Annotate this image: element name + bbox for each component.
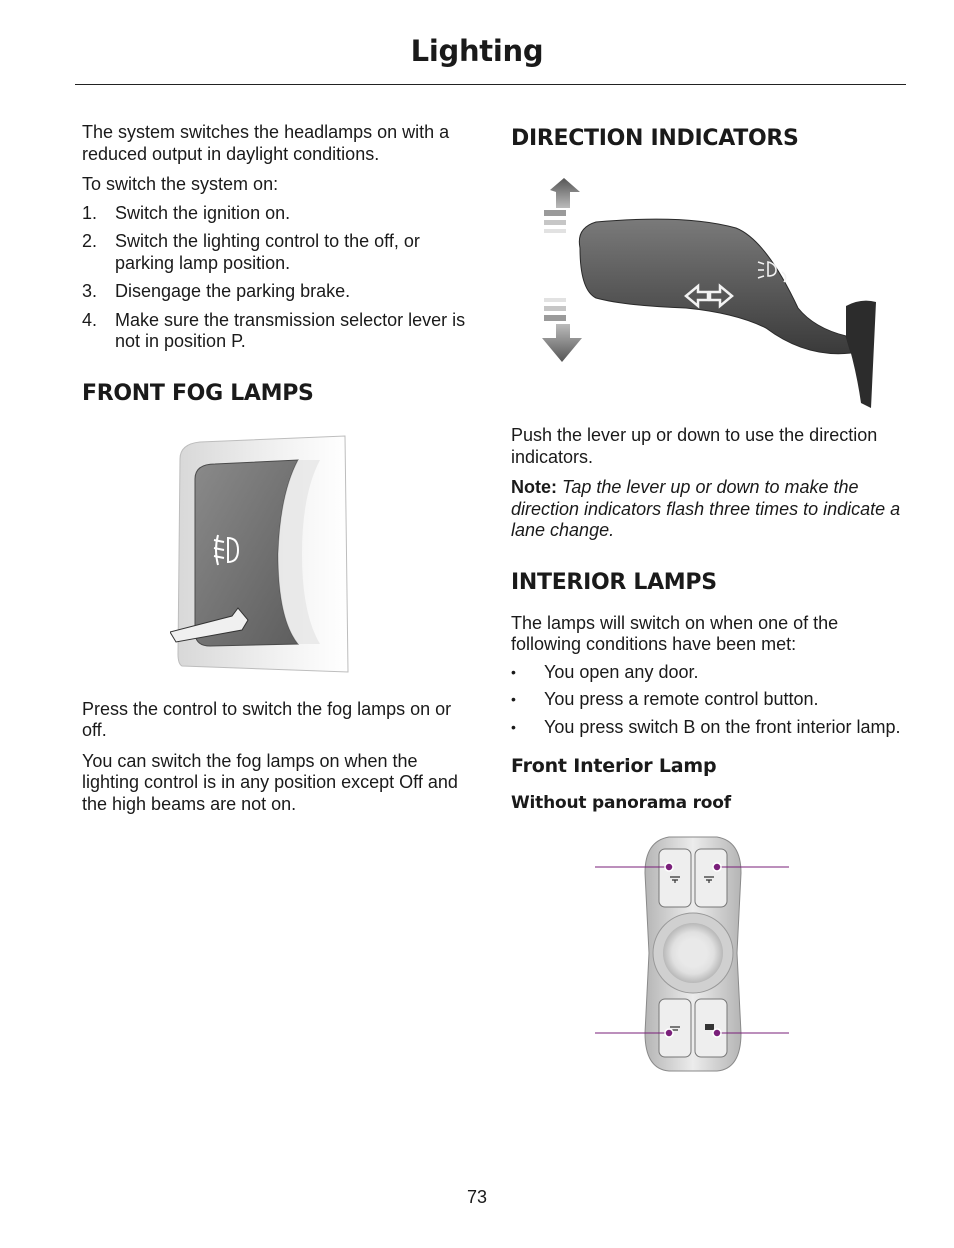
list-item: 3. Disengage the parking brake. [82,281,351,301]
direction-paragraph: Push the lever up or down to use the direction indicators. [511,425,878,467]
conditions-list [511,662,906,739]
steps-list [82,203,477,353]
interior-paragraph: The lamps will switch on when one of the following conditions have been met: [511,612,839,654]
fog-paragraph-2: You can switch the fog lamps on when the lighting control is in any position except Off and the high beams are not on. [82,750,458,814]
list-item: • You press a remote control button. [511,689,819,709]
without-panorama-roof-heading: Without panorama roof [511,793,731,813]
switch-on-paragraph: To switch the system on: [82,174,279,194]
front-interior-lamp-illustration [595,833,906,1075]
fog-lamp-switch-illustration [170,434,477,674]
interior-lamps-heading: INTERIOR LAMPS [511,569,717,595]
list-item: 4. Make sure the transmission selector lever is not in position P. [82,309,466,351]
direction-indicators-heading: DIRECTION INDICATORS [511,126,799,151]
list-item: • You open any door. [511,661,699,682]
header-divider [75,84,906,85]
page-title: Lighting [410,34,544,68]
list-item: 2. Switch the lighting control to the off, or parking lamp position. [82,231,420,273]
fog-lamps-heading: FRONT FOG LAMPS [82,380,314,406]
direction-note: Note: Tap the lever up or down to make the direction indicators flash three times to indicate a lane change. [511,477,901,540]
intro-paragraph: The system switches the headlamps on with a reduced output in daylight conditions. [82,122,450,164]
direction-lever-illustration [536,178,906,408]
front-interior-lamp-heading: Front Interior Lamp [511,755,717,777]
fog-paragraph-1: Press the control to switch the fog lamps on or off. [82,698,452,740]
page-number: 73 [466,1187,488,1207]
list-item: • You press switch B on the front interior lamp. [511,716,901,737]
left-column [82,122,477,815]
right-column [511,122,906,1075]
list-item: 1. Switch the ignition on. [82,202,291,223]
